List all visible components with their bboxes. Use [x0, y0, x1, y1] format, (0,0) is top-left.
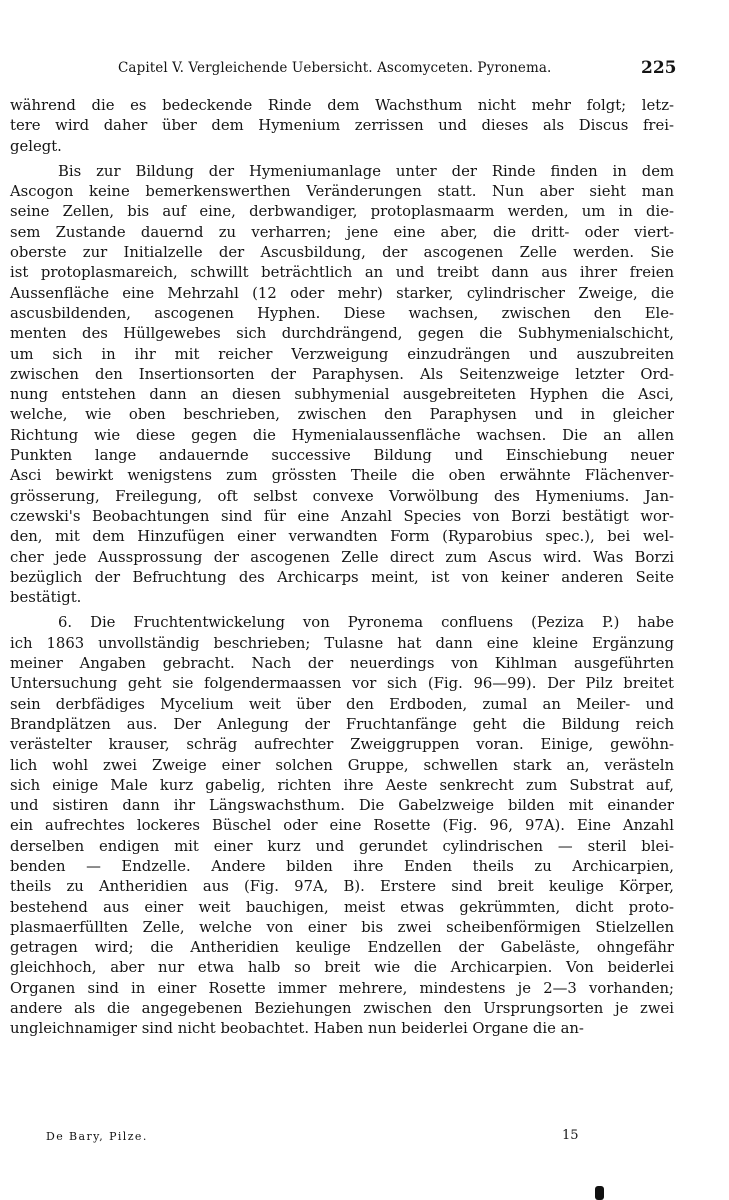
- page-footer: [0, 1128, 729, 1148]
- text-line: menten des Hüllgewebes sich durchdrängend, gegen die Subhymenialschicht,: [10, 325, 674, 343]
- text-line: gelegt.: [10, 137, 62, 155]
- text-line: ist protoplasmareich, schwillt beträchtlich an und treibt dann aus ihrer freien: [10, 264, 674, 282]
- text-line: den, mit dem Hinzufügen einer verwandten Form (Ryparobius spec.), bei wel-: [10, 528, 674, 546]
- text-line: Bis zur Bildung der Hymeniumanlage unter der Rinde finden in dem: [58, 162, 674, 180]
- text-line: während die es bedeckende Rinde dem Wachsthum nicht mehr folgt; letz-: [10, 97, 674, 114]
- text-line: czewski's Beobachtungen sind für eine Anzahl Species von Borzi bestätigt wor-: [10, 507, 674, 525]
- sheet-number: 15: [562, 1128, 579, 1143]
- text-line: verästelter krauser, schräg aufrechter Zweiggruppen voran. Einige, gewöhn-: [10, 736, 674, 754]
- text-line: derselben endigen mit einer kurz und gerundet cylindrischen — steril blei-: [10, 837, 674, 855]
- text-line: welche, wie oben beschrieben, zwischen den Paraphysen und in gleicher: [10, 406, 674, 424]
- text-line: bestehend aus einer weit bauchigen, meist etwas gekrümmten, dicht proto-: [10, 898, 674, 916]
- body-text: [10, 96, 674, 1040]
- text-line: seine Zellen, bis auf eine, derbwandiger, protoplasmaarm werden, um in die-: [10, 203, 674, 221]
- text-line: lich wohl zwei Zweige einer solchen Gruppe, schwellen stark an, verästeln: [10, 756, 674, 774]
- printer-signature: De Bary, Pilze.: [46, 1130, 148, 1143]
- text-line: grösserung, Freilegung, oft selbst convexe Vorwölbung des Hymeniums. Jan-: [10, 487, 674, 505]
- text-line: ascusbildenden, ascogenen Hyphen. Diese wachsen, zwischen den Ele-: [10, 304, 674, 322]
- running-title: Capitel V. Vergleichende Uebersicht. Ascomyceten. Pyronema.: [118, 60, 552, 76]
- text-line: Organen sind in einer Rosette immer mehrere, mindestens je 2—3 vorhanden;: [10, 979, 674, 997]
- text-line: ein aufrechtes lockeres Büschel oder eine Rosette (Fig. 96, 97A). Eine Anzahl: [10, 817, 674, 835]
- paragraph: [10, 162, 674, 609]
- text-line: getragen wird; die Antheridien keulige Endzellen der Gabeläste, ohngefähr: [10, 939, 674, 957]
- text-line: cher jede Aussprossung der ascogenen Zelle direct zum Ascus wird. Was Borzi: [10, 548, 674, 566]
- text-line: ich 1863 unvollständig beschrieben; Tulasne hat dann eine kleine Ergänzung: [10, 634, 674, 652]
- paragraph: [10, 613, 674, 1039]
- text-line: zwischen den Insertionsorten der Paraphysen. Als Seitenzweige letzter Ord-: [10, 365, 674, 383]
- text-line: und sistiren dann ihr Längswachsthum. Die Gabelzweige bilden mit einander: [10, 797, 674, 815]
- text-line: sich einige Male kurz gabelig, richten ihre Aeste senkrecht zum Substrat auf,: [10, 776, 674, 794]
- text-line: nung entstehen dann an diesen subhymenial ausgebreiteten Hyphen die Asci,: [10, 386, 674, 404]
- text-line: Untersuchung geht sie folgendermaassen vor sich (Fig. 96—99). Der Pilz breitet: [10, 675, 674, 693]
- paragraph: [10, 96, 674, 157]
- text-line: sein derbfädiges Mycelium weit über den Erdboden, zumal an Meiler- und: [10, 695, 674, 713]
- page-number: 225: [641, 58, 677, 78]
- text-line: bestätigt.: [10, 589, 82, 607]
- text-line: oberste zur Initialzelle der Ascusbildung, der ascogenen Zelle werden. Sie: [10, 244, 674, 262]
- text-line: theils zu Antheridien aus (Fig. 97A, B). Erstere sind breit keulige Körper,: [10, 878, 674, 896]
- ink-speck: [595, 1186, 604, 1200]
- text-line: Punkten lange andauernde successive Bildung und Einschiebung neuer: [10, 447, 674, 465]
- text-line: 6. Die Fruchtentwickelung von Pyronema confluens (Peziza P.) habe: [58, 614, 674, 632]
- text-line: tere wird daher über dem Hymenium zerrissen und dieses als Discus frei-: [10, 117, 674, 135]
- text-line: sem Zustande dauernd zu verharren; jene eine aber, die dritt- oder viert-: [10, 223, 674, 241]
- text-line: plasmaerfüllten Zelle, welche von einer bis zwei scheibenförmigen Stielzellen: [10, 918, 674, 936]
- text-line: ungleichnamiger sind nicht beobachtet. Haben nun beiderlei Organe die an-: [10, 1020, 584, 1038]
- text-line: um sich in ihr mit reicher Verzweigung einzudrängen und auszubreiten: [10, 345, 674, 363]
- text-line: Richtung wie diese gegen die Hymenialaussenfläche wachsen. Die an allen: [10, 426, 674, 444]
- text-line: Asci bewirkt wenigstens zum grössten Theile die oben erwähnte Flächenver-: [10, 467, 674, 485]
- text-line: gleichhoch, aber nur etwa halb so breit wie die Archicarpien. Von beiderlei: [10, 959, 674, 977]
- text-line: benden — Endzelle. Andere bilden ihre Enden theils zu Archicarpien,: [10, 857, 674, 875]
- text-line: Aussenfläche eine Mehrzahl (12 oder mehr) starker, cylindrischer Zweige, die: [10, 284, 674, 302]
- text-line: meiner Angaben gebracht. Nach der neuerdings von Kihlman ausgeführten: [10, 655, 674, 673]
- text-line: bezüglich der Befruchtung des Archicarps meint, ist von keiner anderen Seite: [10, 568, 674, 586]
- text-line: andere als die angegebenen Beziehungen zwischen den Ursprungsorten je zwei: [10, 1000, 674, 1018]
- running-head: [0, 58, 729, 82]
- text-line: Brandplätzen aus. Der Anlegung der Fruchtanfänge geht die Bildung reich: [10, 715, 674, 733]
- text-line: Ascogon keine bemerkenswerthen Veränderungen statt. Nun aber sieht man: [10, 183, 674, 201]
